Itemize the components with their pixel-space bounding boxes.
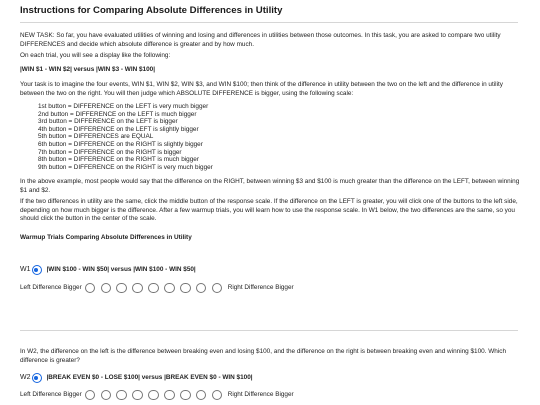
left-bigger-label: Left Difference Bigger: [20, 283, 82, 291]
trial-w2-comparison: |BREAK EVEN $0 - LOSE $100| versus |BREAK EVEN $0 - WIN $100|: [46, 373, 253, 381]
scale-item: 5th button = DIFFERENCES are EQUAL: [38, 133, 154, 141]
right-bigger-label: Right Difference Bigger: [227, 390, 294, 398]
scale-option-3[interactable]: [116, 390, 127, 401]
scale-option-9[interactable]: [212, 390, 223, 401]
response-scale-legend: [38, 103, 438, 171]
left-bigger-label: Left Difference Bigger: [20, 390, 82, 398]
scale-item: 2nd button = DIFFERENCE on the LEFT is much bigger: [38, 110, 197, 118]
trial-w2-response-scale: [20, 389, 297, 401]
trial-w1-header: [20, 264, 196, 276]
scale-usage-instructions: If the two differences in utility are the same, click the middle button of the response scale. If the difference on the LEFT is greater, you will click one of the buttons to the left side, depending on how much bigger is the difference. After a few warmup trials, you will learn how to use the response scale. In W1 below, the two differences are the same, so you should click the button in the center of the scale.: [20, 198, 518, 223]
scale-option-7[interactable]: [180, 283, 191, 294]
trial-id: W2: [20, 374, 31, 382]
scale-item: 4th button = DIFFERENCE on the LEFT is slightly bigger: [38, 125, 199, 133]
task-paragraph: Your task is to imagine the four events, WIN $1, WIN $2, WIN $3, and WIN $100; then think of the difference in utility between the two on the left and the difference in utility between the two on the right. You will then judge which ABSOLUTE DIFFERENCE is bigger, using the following scale:: [20, 81, 503, 97]
trial-w1-comparison: |WIN $100 - WIN $50| versus |WIN $100 - WIN $50|: [46, 265, 196, 273]
trial-w2-intro: In W2, the difference on the left is the difference between breaking even and losing $100, and the difference on the right is between breaking even and winning $100. Which difference is greater?: [20, 348, 507, 364]
scale-option-5[interactable]: [148, 390, 159, 401]
scale-option-7[interactable]: [180, 390, 191, 401]
scale-item: 3rd button = DIFFERENCE on the LEFT is bigger: [38, 118, 178, 126]
intro-paragraph: NEW TASK: So far, you have evaluated utilities of winning and losing and differences in utilities between those outcomes. In this task, you are asked to compare two utility DIFFERENCES and decide which absolute difference is greater and by how much.: [20, 32, 501, 48]
scale-item: 9th button = DIFFERENCE on the RIGHT is very much bigger: [38, 163, 213, 171]
page-title: Instructions for Comparing Absolute Differences in Utility: [20, 5, 283, 16]
display-intro: On each trial, you will see a display like the following:: [20, 52, 171, 59]
scale-item: 6th button = DIFFERENCE on the RIGHT is slightly bigger: [38, 140, 203, 148]
scale-option-1[interactable]: [85, 390, 96, 401]
scale-option-9[interactable]: [212, 283, 223, 294]
scale-item: 1st button = DIFFERENCE on the LEFT is very much bigger: [38, 103, 209, 110]
scale-option-2[interactable]: [101, 283, 112, 294]
trial-w1-selected-radio[interactable]: [32, 265, 42, 275]
right-bigger-label: Right Difference Bigger: [227, 283, 294, 291]
title-divider: [20, 22, 518, 23]
scale-option-3[interactable]: [116, 283, 127, 294]
scale-option-8[interactable]: [196, 283, 207, 294]
trial-w2-selected-radio[interactable]: [32, 373, 42, 383]
scale-option-5[interactable]: [148, 283, 159, 294]
scale-option-4[interactable]: [132, 283, 143, 294]
scale-option-1[interactable]: [85, 283, 96, 294]
trial-divider: [20, 330, 518, 331]
scale-item: 8th button = DIFFERENCE on the RIGHT is much bigger: [38, 156, 199, 164]
example-display: |WIN $1 - WIN $2| versus |WIN $3 - WIN $100|: [20, 66, 156, 73]
scale-option-4[interactable]: [132, 390, 143, 401]
scale-item: 7th button = DIFFERENCE on the RIGHT is bigger: [38, 148, 182, 156]
example-explanation: In the above example, most people would say that the difference on the RIGHT, between winning $3 and $100 is much greater than the difference on the LEFT, between winning $1 and $2.: [20, 178, 520, 194]
trial-id: W1: [20, 266, 31, 274]
scale-option-6[interactable]: [164, 283, 175, 294]
warmup-section-title: Warmup Trials Comparing Absolute Differences in Utility: [20, 234, 192, 241]
trial-w1-response-scale: [20, 282, 297, 294]
trial-w2-header: [20, 372, 253, 384]
scale-option-8[interactable]: [196, 390, 207, 401]
scale-option-2[interactable]: [101, 390, 112, 401]
scale-option-6[interactable]: [164, 390, 175, 401]
